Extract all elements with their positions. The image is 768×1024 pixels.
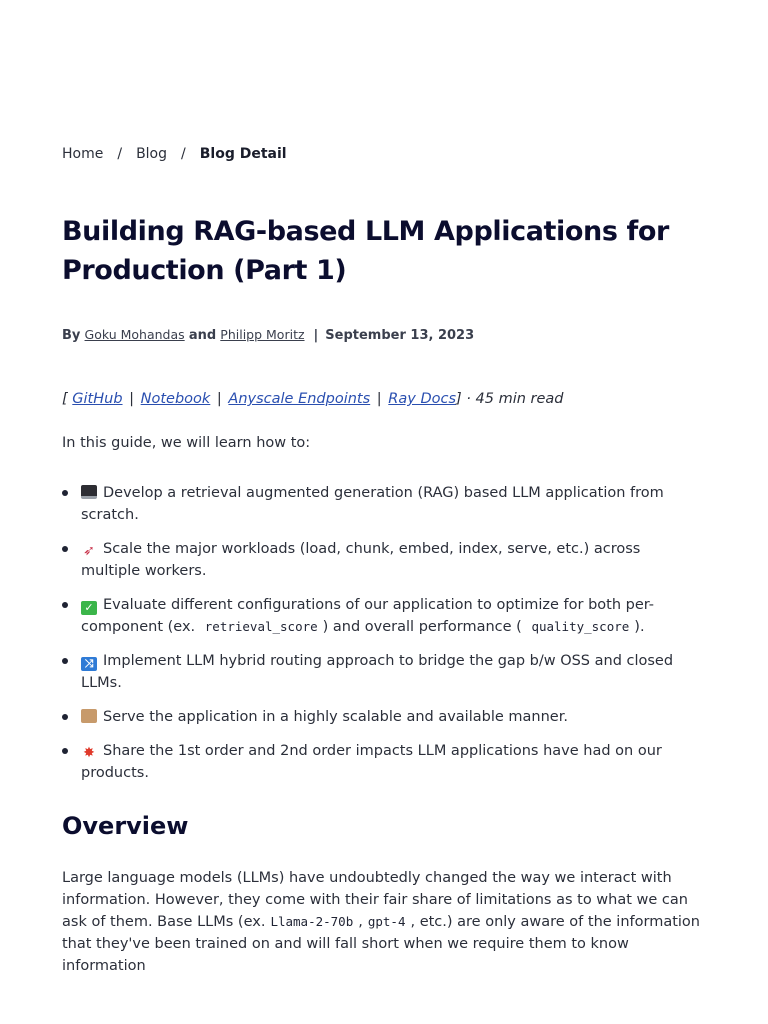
bullet-icon xyxy=(62,658,68,664)
intro-text: In this guide, we will learn how to: xyxy=(62,435,311,451)
github-link[interactable]: GitHub xyxy=(72,391,123,407)
ray-docs-link[interactable]: Ray Docs xyxy=(388,391,457,407)
bullet-icon xyxy=(62,714,68,720)
list-item-text: Share the 1st order and 2nd order impacts LLM applications have had on our products. xyxy=(81,743,662,781)
overview-heading: Overview xyxy=(62,812,189,840)
list-item xyxy=(62,740,702,784)
anyscale-endpoints-link[interactable]: Anyscale Endpoints xyxy=(228,391,371,407)
bullet-icon xyxy=(62,546,68,552)
list-item-text: ). xyxy=(634,619,645,635)
box-icon xyxy=(81,709,97,723)
breadcrumb-blog-link[interactable]: Blog xyxy=(136,146,168,162)
breadcrumb xyxy=(62,146,287,162)
code-gpt4: gpt-4 xyxy=(367,914,406,929)
overview-text: , etc.) are only aware of the information that they've been trained on and will fall short when we require them to know information xyxy=(62,914,700,974)
notebook-link[interactable]: Notebook xyxy=(140,391,211,407)
overview-text: Large language models (LLMs) have undoubtedly changed the way we interact with information. However, they come with their fair share of limitations as to what we can ask of them. Base LLMs (ex. xyxy=(62,870,688,930)
breadcrumb-separator: / xyxy=(117,146,123,162)
link-divider: | xyxy=(216,391,222,407)
link-divider: | xyxy=(129,391,135,407)
list-item-text: Serve the application in a highly scalable and available manner. xyxy=(103,709,568,725)
list-item-text: Scale the major workloads (load, chunk, embed, index, serve, etc.) across multiple workers. xyxy=(81,541,641,579)
collision-icon: ✸ xyxy=(83,745,95,761)
links-close-bracket: ] xyxy=(456,391,462,407)
publish-date: September 13, 2023 xyxy=(325,328,475,343)
code-llama: Llama-2-70b xyxy=(270,914,354,929)
list-item xyxy=(62,706,702,728)
goals-list xyxy=(62,482,702,796)
list-item xyxy=(62,482,702,526)
list-item-text: Implement LLM hybrid routing approach to bridge the gap b/w OSS and closed LLMs. xyxy=(81,653,674,691)
breadcrumb-current: Blog Detail xyxy=(199,146,287,162)
by-label: By xyxy=(62,328,81,343)
byline-divider: | xyxy=(313,328,319,343)
author-link-philipp[interactable]: Philipp Moritz xyxy=(220,327,305,342)
breadcrumb-home-link[interactable]: Home xyxy=(62,146,104,162)
list-item-text: Develop a retrieval augmented generation (RAG) based LLM application from scratch. xyxy=(81,485,664,523)
bullet-icon xyxy=(62,490,68,496)
list-item-text: Evaluate different configurations of our application to optimize for both per-component (ex. xyxy=(81,597,655,635)
byline xyxy=(62,327,474,343)
and-label: and xyxy=(188,328,217,343)
laptop-icon xyxy=(81,485,97,499)
read-time: · 45 min read xyxy=(466,391,564,407)
overview-paragraph xyxy=(62,867,712,977)
list-item xyxy=(62,650,702,694)
shuffle-icon: ⤨ xyxy=(81,657,97,671)
code-quality-score: quality_score xyxy=(531,619,630,634)
list-item xyxy=(62,594,702,638)
author-link-goku[interactable]: Goku Mohandas xyxy=(84,327,185,342)
page-title: Building RAG-based LLM Applications for Production (Part 1) xyxy=(62,216,669,286)
link-divider: | xyxy=(376,391,382,407)
bullet-icon xyxy=(62,748,68,754)
breadcrumb-separator: / xyxy=(181,146,186,162)
check-icon: ✓ xyxy=(81,601,97,615)
overview-comma: , xyxy=(358,914,363,930)
list-item xyxy=(62,538,702,582)
resource-links xyxy=(62,391,564,407)
code-retrieval-score: retrieval_score xyxy=(204,619,318,634)
rocket-icon: ➶ xyxy=(83,543,95,559)
list-item-text: ) and overall performance ( xyxy=(322,619,522,635)
links-open-bracket: [ xyxy=(62,391,68,407)
bullet-icon xyxy=(62,602,68,608)
